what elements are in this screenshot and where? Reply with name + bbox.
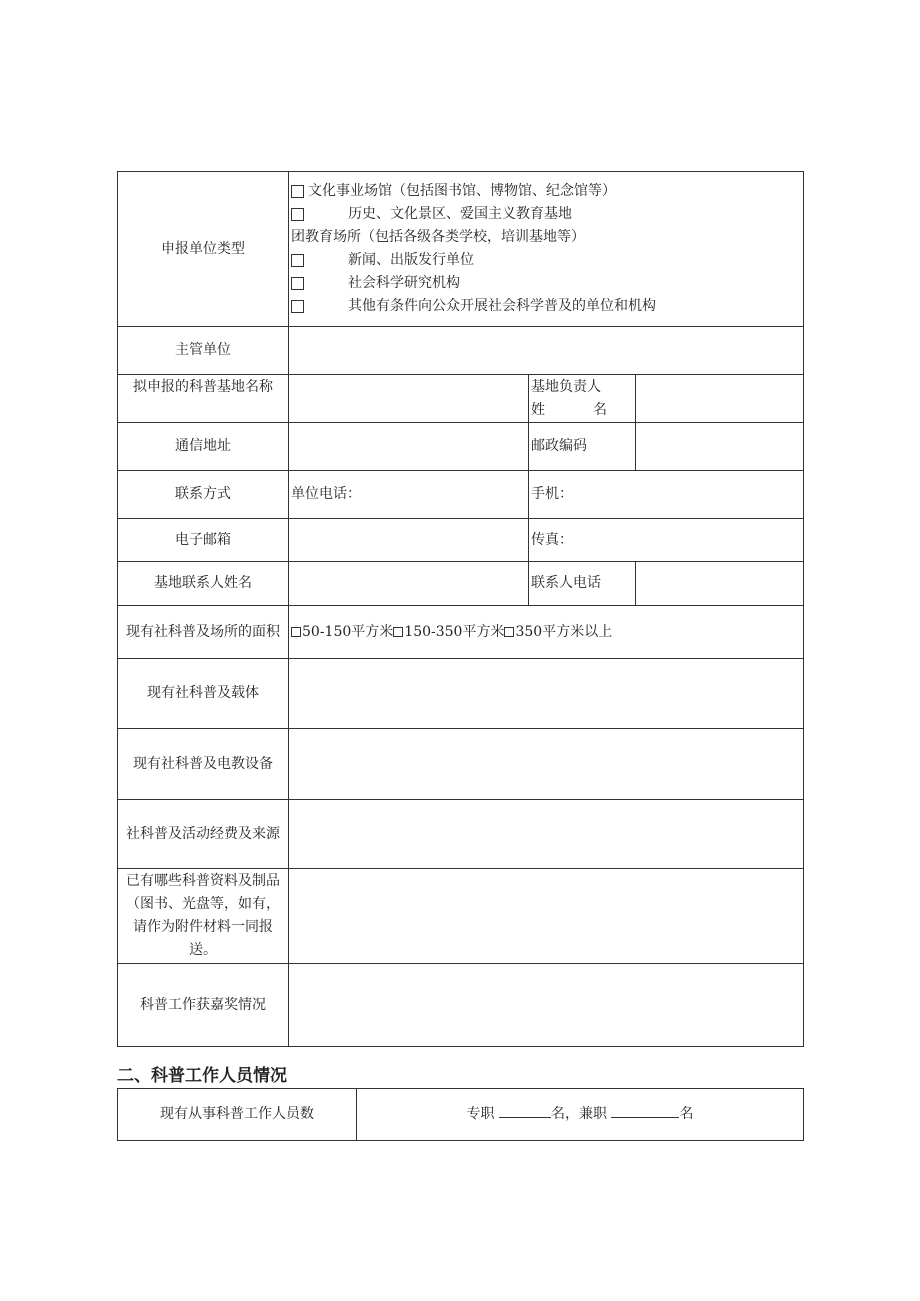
address-label: 通信地址 bbox=[118, 423, 289, 471]
postcode-label: 邮政编码 bbox=[529, 423, 636, 471]
checkbox-icon[interactable] bbox=[504, 627, 514, 637]
awards-label: 科普工作获嘉奖情况 bbox=[118, 964, 289, 1047]
postcode-field[interactable] bbox=[636, 423, 804, 471]
fulltime-count-input[interactable] bbox=[499, 1103, 551, 1118]
base-name-label: 拟申报的科普基地名称 bbox=[118, 375, 289, 423]
checkbox-icon[interactable] bbox=[291, 277, 304, 290]
email-field[interactable] bbox=[289, 519, 529, 562]
checkbox-icon[interactable] bbox=[291, 208, 304, 221]
address-field[interactable] bbox=[289, 423, 529, 471]
staff-count-label: 现有从事科普工作人员数 bbox=[118, 1089, 357, 1141]
area-options bbox=[289, 606, 804, 659]
awards-field[interactable] bbox=[289, 964, 804, 1047]
applicant-type-option-press[interactable]: 新闻、出版发行单位 bbox=[291, 249, 801, 272]
equipment-label: 现有社科普及电教设备 bbox=[118, 729, 289, 800]
carrier-label: 现有社科普及载体 bbox=[118, 659, 289, 729]
base-name-field[interactable] bbox=[289, 375, 529, 423]
unit-phone-field[interactable]: 单位电话： bbox=[289, 471, 529, 519]
applicant-type-option-culture[interactable]: 文化事业场馆（包括图书馆、博物馆、纪念馆等） bbox=[291, 180, 801, 203]
base-contact-name-field[interactable] bbox=[289, 562, 529, 606]
fax-field[interactable]: 传真： bbox=[529, 519, 804, 562]
funding-field[interactable] bbox=[289, 800, 804, 869]
applicant-type-option-other[interactable]: 其他有条件向公众开展社会科学普及的单位和机构 bbox=[291, 295, 801, 318]
parttime-count-input[interactable] bbox=[611, 1103, 679, 1118]
checkbox-icon[interactable] bbox=[291, 254, 304, 267]
applicant-type-option-heritage[interactable]: 历史、文化景区、爱国主义教育基地 bbox=[291, 203, 801, 226]
email-label: 电子邮箱 bbox=[118, 519, 289, 562]
materials-label: 已有哪些科普资料及制品（图书、光盘等，如有，请作为附件材料一同报送。 bbox=[118, 869, 289, 964]
checkbox-icon[interactable] bbox=[291, 300, 304, 313]
section-title-staff: 二、科普工作人员情况 bbox=[117, 1066, 287, 1086]
staff-count-field: 专职 名，兼职 名 bbox=[357, 1089, 804, 1141]
area-option-large[interactable]: 350平方米以上 bbox=[515, 623, 613, 640]
checkbox-icon[interactable] bbox=[291, 627, 301, 637]
base-leader-label: 基地负责人 姓 名 bbox=[529, 375, 636, 423]
carrier-field[interactable] bbox=[289, 659, 804, 729]
equipment-field[interactable] bbox=[289, 729, 804, 800]
application-form-table bbox=[117, 171, 804, 1047]
applicant-type-label: 申报单位类型 bbox=[118, 172, 289, 327]
area-option-medium[interactable]: 150-350平方米 bbox=[404, 623, 505, 640]
staff-table bbox=[117, 1088, 804, 1141]
applicant-type-option-research[interactable]: 社会科学研究机构 bbox=[291, 272, 801, 295]
area-option-small[interactable]: 50-150平方米 bbox=[302, 623, 394, 640]
area-label: 现有社科普及场所的面积 bbox=[118, 606, 289, 659]
base-contact-name-label: 基地联系人姓名 bbox=[118, 562, 289, 606]
applicant-type-option-education[interactable]: 团教育场所（包括各级各类学校，培训基地等） bbox=[291, 229, 585, 245]
contact-phone-label: 联系人电话 bbox=[529, 562, 636, 606]
materials-field[interactable] bbox=[289, 869, 804, 964]
checkbox-icon[interactable] bbox=[291, 185, 304, 198]
supervisor-label: 主管单位 bbox=[118, 327, 289, 375]
mobile-field[interactable]: 手机： bbox=[529, 471, 804, 519]
applicant-type-options bbox=[289, 172, 804, 327]
supervisor-field[interactable] bbox=[289, 327, 804, 375]
checkbox-icon[interactable] bbox=[393, 627, 403, 637]
base-leader-field[interactable] bbox=[636, 375, 804, 423]
contact-label: 联系方式 bbox=[118, 471, 289, 519]
contact-phone-field[interactable] bbox=[636, 562, 804, 606]
funding-label: 社科普及活动经费及来源 bbox=[118, 800, 289, 869]
